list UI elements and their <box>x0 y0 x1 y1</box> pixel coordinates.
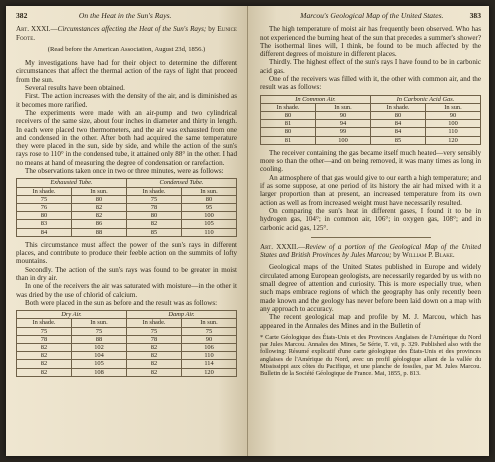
article-number: Art. XXXII. <box>260 242 299 251</box>
table-group-header: Exhausted Tube. <box>17 179 127 187</box>
table-cell: 80 <box>371 112 426 120</box>
table-row <box>17 212 237 220</box>
running-head <box>16 12 237 20</box>
table-cell: 120 <box>182 368 237 376</box>
paragraph: Thirdly. The highest effect of the sun's rays I have found to be in carbonic acid gas. <box>260 58 481 75</box>
table-cell: 110 <box>182 228 237 236</box>
table-cell: 82 <box>127 220 182 228</box>
table-subheader: In sun. <box>316 103 371 111</box>
table-subheader: In sun. <box>426 103 481 111</box>
table-cell: 80 <box>127 212 182 220</box>
paragraph: In one of the receivers the air was saturated with moisture—in the other it was dried by the use of chlorid of calcium. <box>16 282 237 299</box>
table-cell: 95 <box>182 203 237 211</box>
table-cell: 100 <box>426 120 481 128</box>
table-row <box>261 120 481 128</box>
article-heading: Art. XXXII.—Review of a portion of the Geological Map of the United States and British Provinces by Jules Marcou; by William P. Blake. <box>260 242 481 260</box>
table-cell: 75 <box>72 327 127 335</box>
table-cell: 90 <box>316 112 371 120</box>
article-number: Art. XXXI. <box>16 25 51 34</box>
table-cell: 82 <box>72 212 127 220</box>
table-cell: 90 <box>182 335 237 343</box>
table-cell: 85 <box>127 228 182 236</box>
table-cell: 75 <box>182 327 237 335</box>
running-title: Marcou's Geological Map of the United States. <box>300 11 444 20</box>
paragraph: Secondly. The action of the sun's rays was found to be greater in moist than in dry air. <box>16 265 237 282</box>
table-subheader: In sun. <box>182 187 237 195</box>
table-cell: 82 <box>72 203 127 211</box>
paragraph: The recent geological map and profile by M. J. Marcou, which has appeared in the Annales des Mines and in the Bulletin of <box>260 313 481 330</box>
table-cell: 88 <box>72 335 127 343</box>
table-common-air-carbonic <box>260 95 481 145</box>
table-cell: 75 <box>127 195 182 203</box>
table-cell: 82 <box>17 343 72 351</box>
table-cell: 82 <box>17 352 72 360</box>
table-cell: 99 <box>316 128 371 136</box>
paragraph: One of the receivers was filled with it, the other with common air, and the result was as follows: <box>260 75 481 92</box>
table-cell: 83 <box>17 220 72 228</box>
table-cell: 80 <box>261 128 316 136</box>
table-cell: 84 <box>17 228 72 236</box>
article-title: Circumstances affecting the Heat of the Sun's Rays; <box>57 25 207 34</box>
table-row <box>261 128 481 136</box>
table-subheader: In sun. <box>72 319 127 327</box>
table-cell: 108 <box>72 368 127 376</box>
table-row <box>17 228 237 236</box>
table-row <box>17 335 237 343</box>
table-cell: 76 <box>17 203 72 211</box>
table-cell: 105 <box>72 360 127 368</box>
table-row <box>17 203 237 211</box>
page-number: 383 <box>469 11 481 20</box>
table-cell: 78 <box>17 335 72 343</box>
table-subheader: In sun. <box>72 187 127 195</box>
table-subheader: In shade. <box>261 103 316 111</box>
table-group-header: Condensed Tube. <box>127 179 237 187</box>
table-exhausted-condensed <box>16 178 237 236</box>
paragraph: The receiver containing the gas became itself much heated—very sensibly more so than the other—and on being removed, it was many times as long in cooling. <box>260 148 481 174</box>
table-cell: 80 <box>261 112 316 120</box>
table-row <box>17 327 237 335</box>
table-cell: 86 <box>72 220 127 228</box>
table-row <box>17 352 237 360</box>
table-group-header: In Carbonic Acid Gas. <box>371 95 481 103</box>
left-page-content <box>16 12 237 381</box>
paragraph: This circumstance must affect the power of the sun's rays in different places, and contribute to produce their feeble action on the summits of lofty mountains. <box>16 240 237 266</box>
footnote: * Carte Géologique des États-Unis et des Provinces Anglaises de l'Amérique du Nord par Jules Marcou. Annales des Mines, 5e Série, T. vii, p. 329. Published also with the following: Résumé explicatif d'une carte géologique des États-Unis et des provinces anglaises de l'Amérique du Nord, avec un profil géologique allant de la vallée du Mississippi aux côtes du Pacifique, et une planche de fossiles, par M. Jules Marcou. Bulletin de la Société Géologique de France. Mai, 1855, p. 813. <box>260 333 481 378</box>
table-cell: 100 <box>316 136 371 144</box>
table-cell: 105 <box>182 220 237 228</box>
article-by: by <box>208 25 216 34</box>
running-head <box>260 12 481 20</box>
paragraph: The high temperature of moist air has frequently been observed. Who has not experienced the burning heat of the sun that precedes a summer's shower? The isothermal lines will, I think, be found to be much affected by the different degrees of moisture in different places. <box>260 25 481 59</box>
table-cell: 120 <box>426 136 481 144</box>
section-divider <box>311 237 431 238</box>
table-row <box>17 368 237 376</box>
table-row <box>17 220 237 228</box>
paragraph: My investigations have had for their object to determine the different circumstances that affect the thermal action of the rays of light that proceed from the sun. <box>16 59 237 84</box>
paragraph: First. The action increases with the density of the air, and is diminished as it becomes more rarified. <box>16 92 237 109</box>
table-row <box>261 136 481 144</box>
paragraph: An atmosphere of that gas would give to our earth a high temperature; and if as some suppose, at one period of its history the air had mixed with it a larger proportion than at present, an increased temperature from its own action as well as from increased weight must have necessarily resulted. <box>260 173 481 207</box>
table-row <box>261 112 481 120</box>
table-cell: 78 <box>127 203 182 211</box>
article-heading: Art. XXXI.—Circumstances affecting the Heat of the Sun's Rays; by Eunice Foote. <box>16 25 237 42</box>
page-number: 382 <box>16 11 28 20</box>
table-cell: 88 <box>72 228 127 236</box>
table-cell: 78 <box>127 335 182 343</box>
read-note: (Read before the American Association, August 23d, 1856.) <box>47 45 206 53</box>
table-cell: 114 <box>182 360 237 368</box>
table-subheader: In shade. <box>17 187 72 195</box>
paragraph: The observations taken once in two or three minutes, were as follows: <box>25 167 224 176</box>
table-group-header: Damp Air. <box>127 311 237 319</box>
article-title: Review of a portion of the Geological Map of the United States and British Provinces by Jules Marcou; <box>260 242 481 260</box>
table-cell: 104 <box>72 352 127 360</box>
table-cell: 75 <box>127 327 182 335</box>
table-cell: 110 <box>182 352 237 360</box>
paragraph: On comparing the sun's heat in different gases, I found it to be in hydrogen gas, 104°; in common air, 106°; in oxygen gas, 108°; and in carbonic acid gas, 125°. <box>260 206 481 232</box>
table-subheader: In shade. <box>127 187 182 195</box>
table-cell: 110 <box>426 128 481 136</box>
left-page <box>6 6 247 456</box>
table-subheader: In sun. <box>182 319 237 327</box>
table-cell: 82 <box>17 360 72 368</box>
running-title: On the Heat in the Sun's Rays. <box>78 11 172 20</box>
table-cell: 82 <box>127 352 182 360</box>
table-cell: 80 <box>72 195 127 203</box>
table-subheader: In shade. <box>127 319 182 327</box>
table-cell: 90 <box>426 112 481 120</box>
table-dry-damp-air <box>16 310 237 377</box>
article-by: by <box>393 251 401 260</box>
table-cell: 75 <box>17 195 72 203</box>
table-group-header: Dry Air. <box>17 311 127 319</box>
table-cell: 84 <box>371 128 426 136</box>
table-cell: 82 <box>127 360 182 368</box>
table-cell: 82 <box>17 368 72 376</box>
paragraph: Several results have been obtained. <box>25 84 125 93</box>
table-cell: 80 <box>17 212 72 220</box>
table-cell: 102 <box>72 343 127 351</box>
table-subheader: In shade. <box>17 319 72 327</box>
article-author: Eunice Foote. <box>16 25 237 42</box>
table-cell: 84 <box>371 120 426 128</box>
table-group-header: In Common Air. <box>261 95 371 103</box>
right-page-content <box>260 12 481 378</box>
table-cell: 94 <box>316 120 371 128</box>
paragraph: The experiments were made with an air-pump and two cylindrical receivers of the same size, about four inches in diameter and thirty in length. In each were placed two thermometers, and the air was exhausted from one and condensed in the other. After both had acquired the same temperature they were placed in the sun, side by side, and while the action of the sun's rays rose to 110° in the condensed tube, it attained only 88° in the other. I had no means at hand of measuring the degree of condensation or rarefaction. <box>16 108 237 167</box>
right-page <box>248 6 489 456</box>
paragraph: Geological maps of the United States published in Europe and widely circulated among European geologists, are necessarily regarded by us with no small degree of attention and curiosity. This is more especially true, when such maps embrace regions of which the geography has only recently been made known and the geology has never before been laid down on a map with any approach to accuracy. <box>260 263 481 313</box>
table-cell: 106 <box>182 343 237 351</box>
table-subheader: In shade. <box>371 103 426 111</box>
table-cell: 81 <box>261 120 316 128</box>
book-spread <box>6 6 489 456</box>
table-row <box>17 195 237 203</box>
table-cell: 82 <box>127 343 182 351</box>
article-author: William P. Blake. <box>402 251 455 260</box>
table-cell: 75 <box>17 327 72 335</box>
table-row <box>17 343 237 351</box>
paragraph: Both were placed in the sun as before and the result was as follows: <box>25 298 218 307</box>
table-cell: 85 <box>371 136 426 144</box>
table-cell: 82 <box>127 368 182 376</box>
table-cell: 81 <box>261 136 316 144</box>
table-cell: 100 <box>182 212 237 220</box>
table-row <box>17 360 237 368</box>
table-cell: 80 <box>182 195 237 203</box>
